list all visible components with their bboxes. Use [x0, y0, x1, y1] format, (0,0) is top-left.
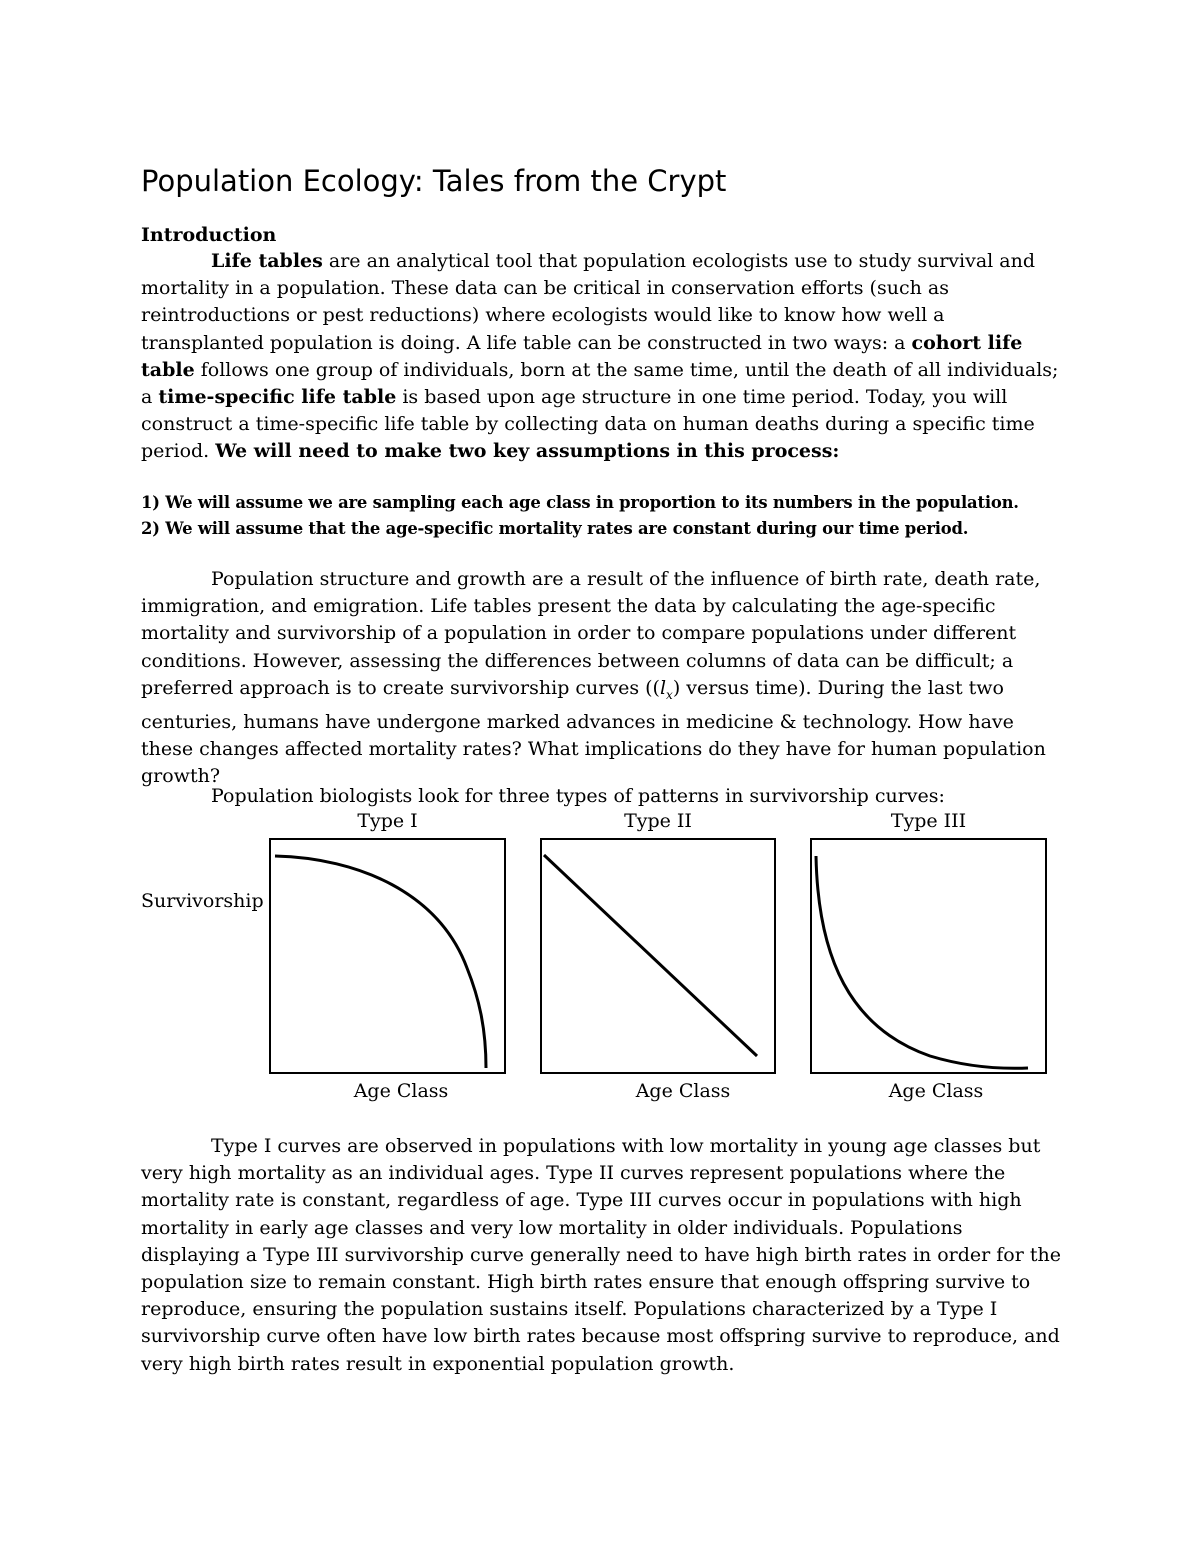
type-3-curve	[816, 856, 1028, 1068]
intro-text-3: is based upon age structure in one time period. Today, you will construct a time-specific life table by collecting data on human deaths during a specific time period.	[141, 386, 1035, 463]
type-1-survivorship-chart	[269, 838, 506, 1074]
type-1-frame	[270, 839, 505, 1073]
age-class-label-1: Age Class	[353, 1080, 449, 1102]
term-time-specific-life-table: time-specific life table	[158, 386, 397, 409]
type-3-survivorship-chart	[810, 838, 1047, 1074]
assumptions-lead: We will need to make two key assumptions in this process:	[215, 440, 840, 463]
lx-subscript: x	[666, 687, 673, 702]
age-class-label-3: Age Class	[888, 1080, 984, 1102]
para2-text-1: Population structure and growth are a result of the influence of birth rate, death rate, immigration, and emigration. Life tables present the data by calculating the age-specific mortality and survivorship of a population in order to compare populations under different conditions. However, assessing the differences between columns of data can be difficult; a preferred approach is to create survivorship curves ((	[141, 568, 1041, 699]
curve-types-paragraph: Type I curves are observed in populations with low mortality in young age classes but very high mortality as an individual ages. Type II curves represent populations where the mortality rate is constant, regardless of age. Type III curves occur in populations with high mortality in early age classes and very low mortality in older individuals. Populations displaying a Type III survivorship curve generally need to have high birth rates in order for the population size to remain constant. High birth rates ensure that enough offspring survive to reproduce, ensuring the population sustains itself. Populations characterized by a Type I survivorship curve often have low birth rates because most offspring survive to reproduce, and very high birth rates result in exponential population growth.	[141, 1135, 1061, 1375]
survivorship-axis-label: Survivorship	[141, 890, 264, 912]
lx-symbol: l	[659, 676, 667, 699]
assumption-2: 2) We will assume that the age-specific mortality rates are constant during our time period.	[141, 519, 969, 538]
intro-heading: Introduction	[141, 224, 277, 246]
type-2-survivorship-chart	[540, 838, 776, 1074]
assumption-1: 1) We will assume we are sampling each age class in proportion to its numbers in the population.	[141, 493, 1019, 512]
intro-text-2: follows one group of individuals, born at the same time, until the death of all individuals; a	[141, 358, 1059, 409]
panel-title-type-1: Type I	[357, 810, 418, 832]
type-1-curve	[275, 856, 486, 1068]
para2-text-2: ) versus time). During the last two centuries, humans have undergone marked advances in medicine & technology. How have these changes affected mortality rates? What implications do they have for human population growth?	[141, 676, 1046, 788]
type-2-line	[544, 855, 757, 1056]
term-life-tables: Life tables	[211, 250, 323, 272]
panel-title-type-2: Type II	[624, 810, 692, 832]
figure-caption: Population biologists look for three types of patterns in survivorship curves:	[211, 785, 945, 807]
intro-text-1: are an analytical tool that population ecologists use to study survival and mortality in a population. These data can be critical in conservation efforts (such as reintroductions or pest reductions) where ecologists would like to know how well a transplanted population is doing. A life table can be constructed in two ways: a	[141, 250, 1036, 354]
age-class-label-2: Age Class	[635, 1080, 731, 1102]
intro-paragraph	[141, 248, 1066, 466]
page-title: Population Ecology: Tales from the Crypt	[141, 164, 727, 198]
term-cohort-life-table: cohort life table	[141, 331, 1023, 381]
population-structure-paragraph	[141, 566, 1066, 790]
panel-title-type-3: Type III	[890, 810, 967, 832]
type-3-frame	[811, 839, 1046, 1073]
